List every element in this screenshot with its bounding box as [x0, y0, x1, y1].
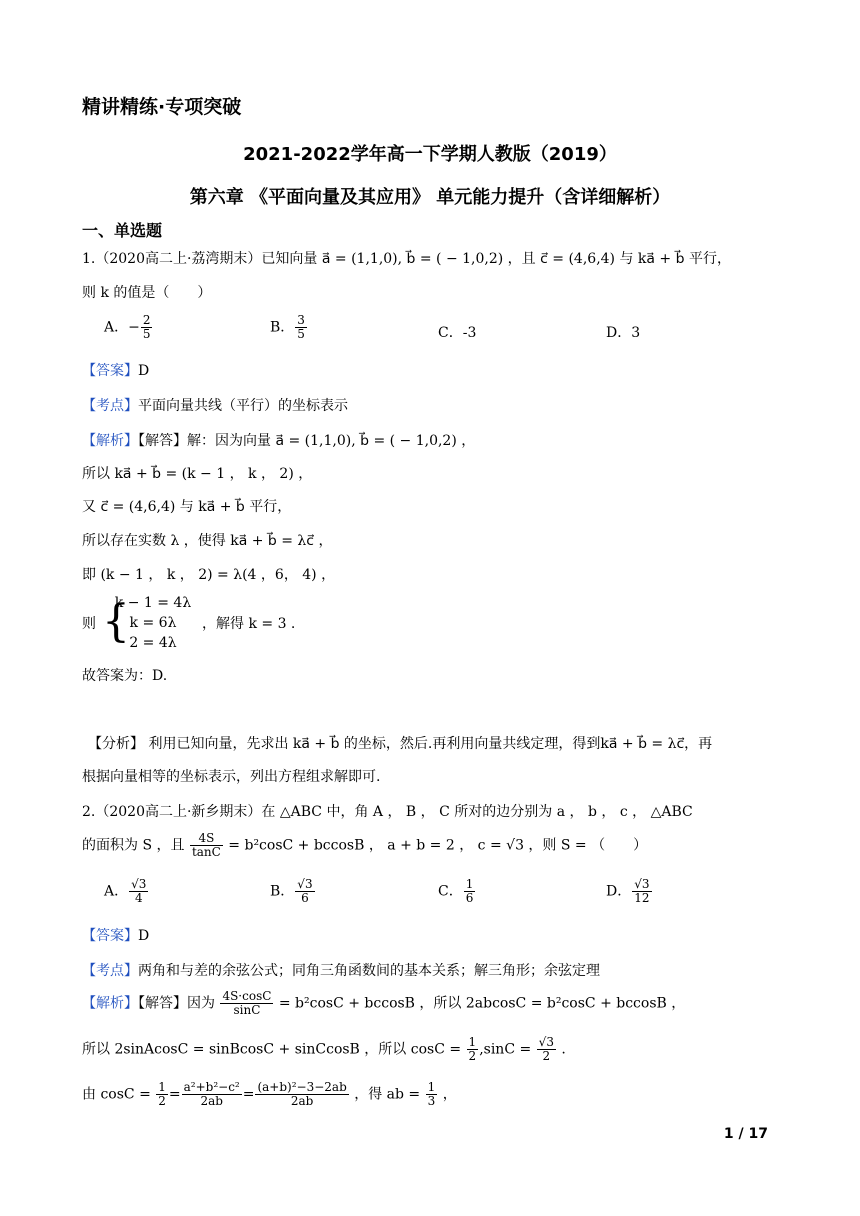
q1-eq3: 2 = 4λ	[129, 635, 177, 651]
q2-stem-fraction: $\frac{4S}{\tan C}$	[191, 831, 221, 860]
q2-option-c: C． $\frac{1}{6}$	[438, 877, 474, 906]
brand-title: 精讲精练·专项突破	[82, 96, 242, 118]
page-number: 1 / 17	[723, 1126, 768, 1142]
q1-option-a	[104, 314, 153, 341]
q1-option-c: C．-3	[438, 325, 477, 341]
q1-analysis-line3: 又 c⃗ = (4,6,4) 与 ka⃗ + b⃗ 平行，	[82, 499, 292, 515]
q1-eq2: k = 6λ	[129, 615, 177, 631]
q1-system-solution: ，解得 k = 3 .	[202, 616, 296, 632]
doc-title-line1: 2021-2022学年高一下学期人教版（2019）	[243, 144, 617, 165]
q1-fenxi-line2: 根据向量相等的坐标表示，列出方程组求解即可.	[82, 769, 381, 785]
q1-analysis-line4: 所以存在实数 λ ，使得 ka⃗ + b⃗ = λc⃗ ，	[82, 533, 333, 549]
q2-point: 【考点】两角和与差的余弦公式；同角三角函数间的基本关系；解三角形；余弦定理	[82, 963, 600, 979]
q2-option-b: B． $\frac{√3}{6}$	[270, 877, 313, 906]
q1-conclusion: 故答案为：D.	[82, 668, 168, 684]
q1-fenxi-line1: 【分析】 利用已知向量，先求出 ka⃗ + b⃗ 的坐标，然后.再利用向量共线定理，得到ka⃗ + b⃗ = λc⃗，再	[88, 736, 713, 752]
q1-option-d: D．3	[606, 325, 641, 341]
q1-analysis-line2: 所以 ka⃗ + b⃗ = (k − 1 ， k ， 2) ，	[82, 466, 313, 482]
q1-system-brace: {	[102, 596, 130, 647]
q2-option-a: A． $\frac{√3}{4}$	[104, 877, 147, 906]
q1-option-b-label: B．	[270, 319, 295, 336]
q1-option-b	[270, 314, 308, 341]
section-heading: 一、单选题	[82, 221, 163, 240]
q1-option-a-fraction: $\frac{2}{5}$	[142, 313, 151, 342]
doc-title-line2: 第六章 《平面向量及其应用》 单元能力提升（含详细解析）	[189, 187, 671, 208]
q1-system-prefix: 则	[82, 616, 96, 632]
q2-analysis-fraction: $\frac{4S\cdot\cos C}{\sin C}$	[222, 989, 272, 1018]
q1-stem-line1: 1.（2020高二上·荔湾期末）已知向量 a⃗ = (1,1,0), b⃗ = ( − 1,0,2) ，且 c⃗ = (4,6,4) 与 ka⃗ + b⃗ 平行，	[82, 251, 731, 267]
q1-equation-system	[114, 593, 192, 653]
q1-option-a-label: A．−	[104, 319, 140, 336]
q1-option-b-fraction: $\frac{3}{5}$	[297, 313, 305, 342]
q2-option-d: D． $\frac{√3}{12}$	[606, 877, 650, 906]
q1-answer: 【答案】D	[82, 363, 150, 379]
q2-stem-line2: 的面积为 S ，且 $\frac{4S}{\tan C}$ = b²cosC + bccosB ， a + b = 2 ， c = √3 ，则 S = （ ）	[82, 831, 648, 860]
q2-analysis-line2: 所以 2sinAcosC = sinBcosC + sinCcosB ，所以 cosC = $\frac{1}{2}$ ,sinC = $\frac{√3}{2}$ .	[82, 1035, 566, 1064]
q1-point: 【考点】平面向量共线（平行）的坐标表示	[82, 398, 348, 414]
q1-analysis-line1: 【解析】【解答】解：因为向量 a⃗ = (1,1,0), b⃗ = ( − 1,0,2) ，	[82, 433, 476, 449]
q2-analysis-line1: 【解析】【解答】因为 $\frac{4S\cdot\cos C}{\sin C}$ = b²cosC + bccosB ，所以 2abcosC = b²cosC + bccosB ，	[82, 989, 686, 1018]
q1-stem-line2: 则 k 的值是（ ）	[82, 285, 212, 301]
q1-eq1: k − 1 = 4λ	[114, 595, 192, 611]
q2-stem-line1: 2.（2020高二上·新乡期末）在 △ABC 中，角 A ， B ， C 所对的边分别为 a ， b ， c ， △ABC	[82, 804, 693, 820]
q1-analysis-line5: 即 (k − 1 ， k ， 2) = λ(4 ，6， 4) ，	[82, 567, 336, 583]
q2-analysis-line3: 由 cosC = $\frac{1}{2}$ = $\frac{\text{a²+b²−c²}}{2ab}$ = $\frac{\text{(a+b)²−3−2ab}}{2ab}$ ，得 ab = $\frac{1}{3}$ ，	[82, 1080, 457, 1109]
q2-answer: 【答案】D	[82, 928, 150, 944]
